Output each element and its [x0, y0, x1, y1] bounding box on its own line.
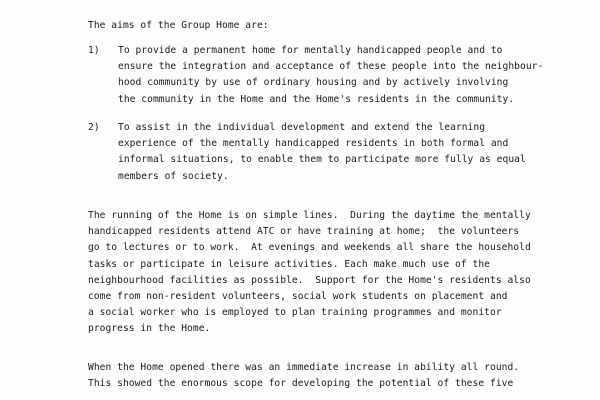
text-line: a social worker who is employed to plan training programmes and monitor	[88, 307, 502, 319]
text-line: hood community by use of ordinary housing and by actively involving	[118, 77, 509, 89]
text-line: ensure the integration and acceptance of these people into the neighbour-	[118, 61, 544, 73]
text-line: experience of the mentally handicapped residents in both formal and	[118, 138, 509, 150]
text-line: come from non-resident volunteers, social work students on placement and	[88, 290, 508, 302]
text-line: When the Home opened there was an immediate increase in ability all round.	[88, 362, 520, 373]
text-line: This showed the enormous scope for developing the potential of these five	[88, 378, 514, 390]
text-line: tasks or participate in leisure activities. Each make much use of the	[88, 258, 490, 270]
aim-text	[118, 43, 543, 108]
text-line: handicapped residents attend ATC or have training at home; the volunteers	[88, 226, 520, 238]
text-line: To provide a permanent home for mentally handicapped people and to	[118, 45, 503, 56]
aim-number: 2)	[88, 122, 100, 133]
text-line: To assist in the individual development and extend the learning	[118, 122, 486, 133]
text-line: informal situations, to enable them to participate more fully as equal	[118, 154, 526, 166]
paragraph-running-of-home	[88, 208, 588, 338]
text-line: progress in the Home.	[88, 323, 211, 335]
aim-number: 1)	[88, 45, 100, 56]
text-line: members of society.	[118, 170, 229, 182]
text-line: go to lectures or to work. At evenings and weekends all share the household	[88, 242, 531, 254]
text-line: neighbourhood facilities as possible. Support for the Home's residents also	[88, 274, 531, 286]
text-line: the community in the Home and the Home's residents in the community.	[118, 93, 515, 105]
aim-text	[118, 120, 526, 185]
paragraph-home-opened	[88, 360, 588, 392]
aims-intro: The aims of the Group Home are:	[88, 20, 269, 31]
text-line: The running of the Home is on simple lines. During the daytime the mentally	[88, 210, 531, 221]
